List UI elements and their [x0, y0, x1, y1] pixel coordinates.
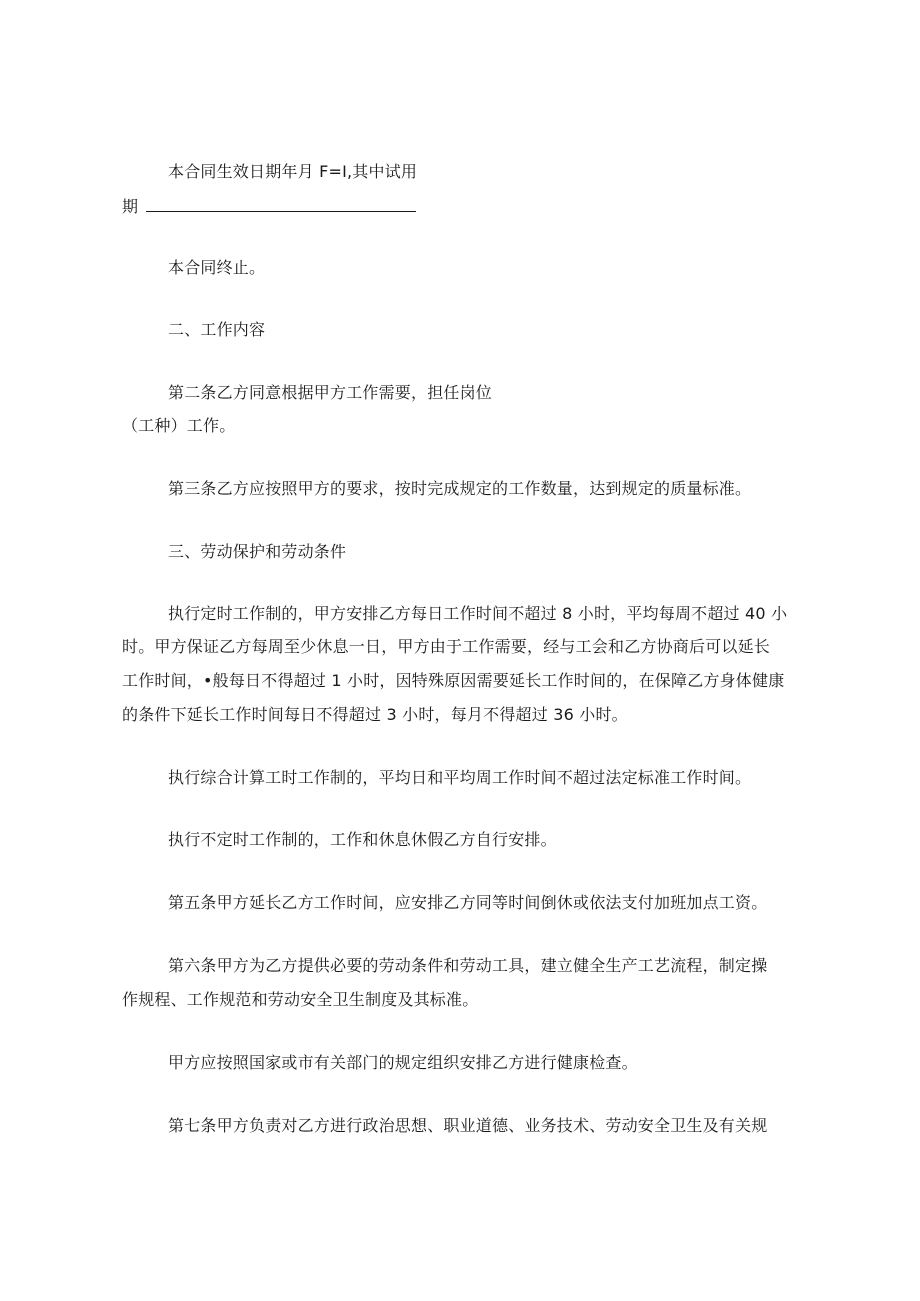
health-check-paragraph: 甲方应按照国家或市有关部门的规定组织安排乙方进行健康检查。 [168, 1053, 638, 1072]
effective-date-line-2 [122, 197, 416, 217]
fixed-hours-line-4: 的条件下延长工作时间每日不得超过 3 小时，每月不得超过 36 小时。 [122, 705, 628, 724]
effective-date-line-2-text: 期 [122, 197, 139, 216]
fixed-hours-line-1: 执行定时工作制的，甲方安排乙方每日工作时间不超过 8 小时，平均每周不超过 40 小 [168, 604, 788, 623]
article-6-line-2: 作规程、工作规范和劳动安全卫生制度及其标准。 [122, 990, 479, 1009]
termination-paragraph: 本合同终止。 [168, 258, 266, 277]
article-5-paragraph: 第五条甲方延长乙方工作时间，应安排乙方同等时间倒休或依法支付加班加点工资。 [168, 893, 768, 912]
section-2-heading: 二、工作内容 [168, 320, 266, 339]
flexible-hours-paragraph: 执行不定时工作制的，工作和休息休假乙方自行安排。 [168, 830, 557, 849]
article-6-line-1: 第六条甲方为乙方提供必要的劳动条件和劳动工具，建立健全生产工艺流程，制定操 [168, 956, 768, 975]
article-7-line-1: 第七条甲方负责对乙方进行政治思想、职业道德、业务技术、劳动安全卫生及有关规 [168, 1116, 768, 1135]
article-3-paragraph: 第三条乙方应按照甲方的要求，按时完成规定的工作数量，达到规定的质量标准。 [168, 479, 752, 498]
article-2-line-2: （工种）工作。 [122, 416, 236, 435]
fixed-hours-line-2: 时。甲方保证乙方每周至少休息一日，甲方由于工作需要，经与工会和乙方协商后可以延长 [122, 637, 771, 656]
section-3-heading: 三、劳动保护和劳动条件 [168, 542, 347, 561]
probation-blank-line [146, 197, 416, 212]
comprehensive-hours-paragraph: 执行综合计算工时工作制的，平均日和平均周工作时间不超过法定标准工作时间。 [168, 768, 752, 787]
effective-date-line-1: 本合同生效日期年月 F=I,其中试用 [168, 162, 418, 181]
fixed-hours-line-3: 工作时间，•般每日不得超过 1 小时，因特殊原因需要延长工作时间的，在保障乙方身体健康 [122, 671, 785, 690]
article-2-line-1: 第二条乙方同意根据甲方工作需要，担任岗位 [168, 383, 493, 402]
